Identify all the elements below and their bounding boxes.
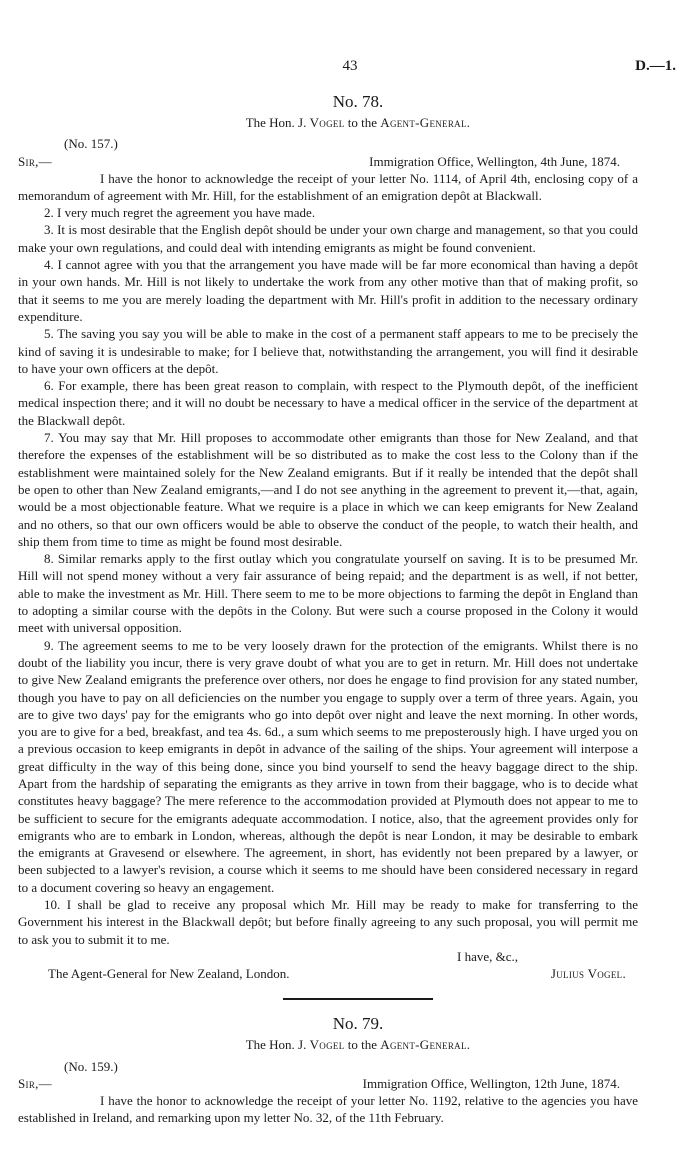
title-vogel: Vogel xyxy=(309,115,345,130)
letter-reference-number: (No. 157.) xyxy=(64,136,118,152)
place-date: Immigration Office, Wellington, 12th June, 1874. xyxy=(362,1075,620,1091)
letter-78 xyxy=(18,90,638,1126)
letter-title xyxy=(18,1036,638,1053)
paragraph: 6. For example, there has been great reason to complain, with respect to the Plymouth depôt, of the inefficient medical inspection there; and it will no doubt be necessary to have a medical officer in the service of the department at the Blackwall depôt. xyxy=(18,378,638,428)
title-agent-general: Agent-General. xyxy=(380,115,471,130)
paragraph: 9. The agreement seems to me to be very loosely drawn for the protection of the emigrants. Whilst there is no doubt of the liability you incur, there is very grave doubt of what you are to get in return. Mr. Hill does not undertake to give New Zealand emigrants the preference over others, nor does he engage to find provision for any stated number, though you have to pay on all deficiencies on the number you engage to supply over a term of three years. Again, you are to give two days' pay for the emigrants who go into depôt over night and leave the next morning. In other words, you are to give for a bed, breakfast, and tea 4s. 6d., a sum which seems to me preposterously high. I have urged you on a previous occasion to keep emigrants in depôt in advance of the sailing of the ships. Your agreement will interpose a great difficulty in the way of this being done, since you bind yourself to send the heavy baggage direct to the ship. Apart from the hardship of separating the emigrants as they arrive in town from their baggage, who is to decide what constitutes heavy baggage? The mere reference to the accommodation provided at Plymouth does not appear to me to be sufficient to secure for the emigrants adequate accommodation. I notice, also, that the agreement provides only for emigrants who are to embark in London, whereas, although the depôt is near London, it may be desirable to embark the emigrants at Gravesend or elsewhere. The agreement, in short, has evidently not been prepared by a lawyer, or been subjected to a lawyer's revision, a course which it seems to me should have been considered necessary in regard to a document covering so heavy an engagement. xyxy=(18,637,638,895)
title-prefix: The Hon. J. xyxy=(245,1037,310,1053)
paragraph: 7. You may say that Mr. Hill proposes to accommodate other emigrants than those for New Zealand, and that therefore the expenses of the establishment will be so distributed as to make the cost less to the Colony than if the establishment were maintained solely for the New Zealand emigrants. But if it really be intended that the depôt shall be open to other than New Zealand emigrants,—and I do not see anything in the agreement to prevent it,—that, again, would be a most objectionable feature. What we require is a place in which we can keep emigrants for New Zealand and no others, so that our own officers would be able to observe the conduct of the people, to watch their health, and ship them from time to time as might be found most desirable. xyxy=(18,430,638,549)
title-agent-general: Agent-General. xyxy=(380,1037,471,1053)
letter-title xyxy=(18,114,638,131)
salutation-line xyxy=(18,1075,638,1092)
paragraph: 5. The saving you say you will be able to make in the cost of a permanent staff appears to me to be precisely the kind of saving it is undesirable to make; for I believe that, notwithstanding the arrangement, you will find it desirable to have your own officers at the depôt. xyxy=(18,326,638,376)
title-prefix: The Hon. J. xyxy=(245,115,310,130)
signature-line xyxy=(18,965,638,982)
paragraph: I have the honor to acknowledge the receipt of your letter No. 1192, relative to the agencies you have established in Ireland, and remarking upon my letter No. 32, of the 11th February. xyxy=(18,1092,638,1126)
letter-reference-number: (No. 159.) xyxy=(64,1058,118,1074)
place-date: Immigration Office, Wellington, 4th June, 1874. xyxy=(369,153,620,169)
closing: I have, &c., xyxy=(456,948,518,964)
paragraph: 3. It is most desirable that the English depôt should be under your own charge and management, so that you could make your own regulations, and could deal with intending emigrants as might be found convenient. xyxy=(18,222,638,255)
paragraph: 2. I very much regret the agreement you have made. xyxy=(44,205,316,221)
letter-number: No. 79. xyxy=(332,1014,384,1034)
paragraph: 10. I shall be glad to receive any proposal which Mr. Hill may be ready to make for transferring to the Government his interest in the Blackwall depôt; but before finally agreeing to any such proposal, you will permit me to ask you to submit it to me. xyxy=(18,897,638,947)
paragraph: 4. I cannot agree with you that the arrangement you have made will be far more economical than having a depôt in your own hands. Mr. Hill is not likely to undertake the work from any other motive than that of making profit, so that it seems to me you are merely loading the department with Mr. Hill's profit in addition to the necessary ordinary expenditure. xyxy=(18,257,638,324)
paragraph: I have the honor to acknowledge the receipt of your letter No. 1114, of April 4th, enclosing copy of a memorandum of agreement with Mr. Hill, for the establishment of an emigration depôt at Blackwall. xyxy=(18,170,638,203)
title-mid: to the xyxy=(344,1037,381,1053)
paragraph: 8. Similar remarks apply to the first outlay which you congratulate yourself on saving. It is to be presumed Mr. Hill will not spend money without a very fair assurance of being repaid; and the department is as well, if not better, able to make the investment as Mr. Hill. There seem to me to be more objections to farming the depôt in England than to adopting a similar course with the depôts in the Colony. But were such a course proposed in the Colony it would meet with universal opposition. xyxy=(18,551,638,636)
addressee: The Agent-General for New Zealand, London. xyxy=(48,966,290,982)
signature: Julius Vogel. xyxy=(550,966,626,982)
section-divider xyxy=(283,998,433,1000)
salutation: Sir,— xyxy=(18,153,52,169)
title-vogel: Vogel xyxy=(309,1037,345,1053)
page-header xyxy=(0,58,700,78)
page-number: 43 xyxy=(342,58,358,74)
title-mid: to the xyxy=(344,115,381,130)
salutation: Sir,— xyxy=(18,1075,52,1091)
letter-number: No. 78. xyxy=(332,92,384,111)
document-reference: D.—1. xyxy=(635,58,676,74)
salutation-line xyxy=(18,153,638,170)
